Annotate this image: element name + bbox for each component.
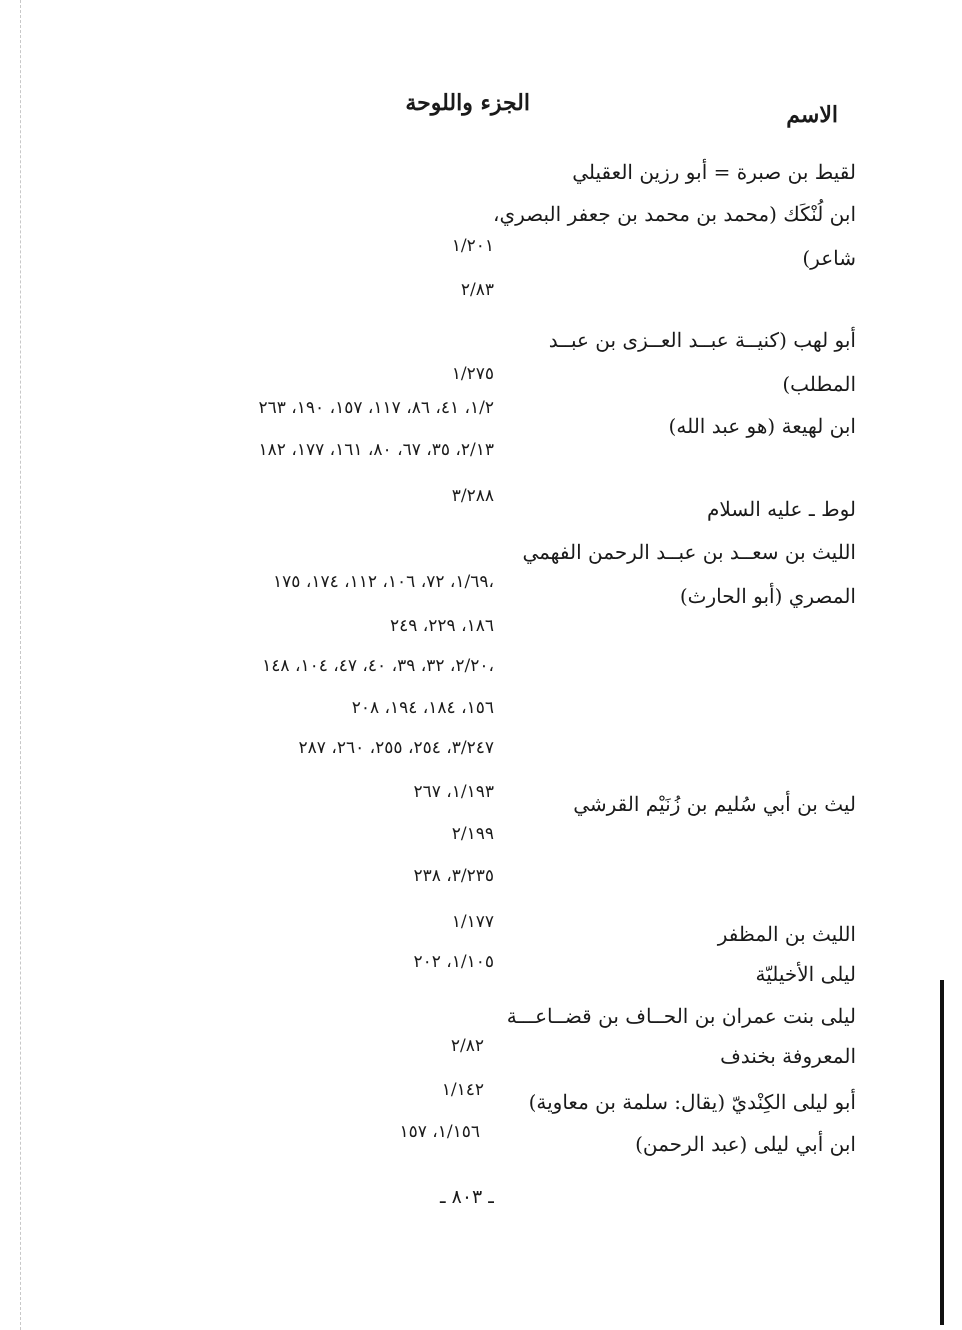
name-column-header: الاسم: [786, 102, 838, 128]
index-name: المعروفة بخندف: [720, 1044, 856, 1068]
ref-column-header: الجزء واللوحة: [405, 90, 530, 116]
index-ref: ١/١٧٧: [451, 912, 494, 932]
index-ref: ١/٢، ٤١، ٨٦، ١١٧، ١٥٧، ١٩٠، ٢٦٣: [258, 398, 494, 418]
scan-left-edge: [20, 0, 22, 1330]
index-name: الليث بن سعــد بن عبــد الرحمن الفهمي: [522, 540, 856, 564]
index-name: ليلى الأخيليّة: [755, 962, 856, 986]
index-name: ابن لُنْكَك (محمد بن محمد بن جعفر البصري،: [493, 202, 856, 226]
index-ref: ١/٦٩، ٧٢، ١٠٦، ١١٢، ١٧٤، ١٧٥،: [273, 572, 494, 592]
index-name: المصري (أبو الحارث): [679, 584, 856, 608]
index-ref: ٢/١٩٩: [451, 824, 494, 844]
index-name: لقيط بن صبرة = أبو رزين العقيلي: [572, 160, 856, 184]
index-name: أبو لهب (كنيــة عبــد العــزى بن عبــد: [548, 328, 856, 352]
index-name: أبو ليلى الكِنْديّ (يقال: سلمة بن معاوية): [528, 1090, 856, 1114]
index-ref: ١/١٤٢: [441, 1080, 484, 1100]
index-ref: ١/١٩٣، ٢٦٧: [413, 782, 494, 802]
index-ref: ١٨٦، ٢٢٩، ٢٤٩: [390, 616, 494, 636]
index-ref: ٢/٨٣: [460, 280, 494, 300]
index-ref: ٣/٢٤٧، ٢٥٤، ٢٥٥، ٢٦٠، ٢٨٧: [298, 738, 494, 758]
index-name: ليلى بنت عمران بن الحــاف بن قضــاعـــة: [506, 1004, 856, 1028]
index-ref: ٢/٢٠، ٣٢، ٣٩، ٤٠، ٤٧، ١٠٤، ١٤٨،: [262, 656, 494, 676]
index-name: المطلب): [782, 372, 856, 396]
index-ref: ١٥٦، ١٨٤، ١٩٤، ٢٠٨: [351, 698, 494, 718]
index-name: الليث بن المظفر: [717, 922, 856, 946]
index-name: لوط ـ عليه السلام: [707, 497, 856, 521]
index-ref: ٣/٢٣٥، ٢٣٨: [413, 866, 494, 886]
scan-right-edge: [940, 980, 944, 1325]
page-number: ـ ٨٠٣ ـ: [440, 1186, 494, 1208]
index-ref: ٢/١٣، ٣٥، ٦٧، ٨٠، ١٦١، ١٧٧، ١٨٢: [258, 440, 494, 460]
index-name: شاعر): [802, 246, 856, 270]
index-ref: ١/١٥٦، ١٥٧: [399, 1122, 480, 1142]
index-ref: ١/١٠٥، ٢٠٢: [413, 952, 494, 972]
index-ref: ٣/٢٨٨: [451, 486, 494, 506]
index-ref: ١/٢٧٥: [451, 364, 494, 384]
index-name: ليث بن أبي سُليم بن زُنَيْم القرشي: [573, 792, 856, 816]
index-ref: ٢/٨٢: [450, 1036, 484, 1056]
index-name: ابن لهيعة (هو عبد الله): [668, 414, 856, 438]
index-name: ابن أبي ليلى (عبد الرحمن): [635, 1132, 856, 1156]
index-ref: ١/٢٠١: [451, 236, 494, 256]
